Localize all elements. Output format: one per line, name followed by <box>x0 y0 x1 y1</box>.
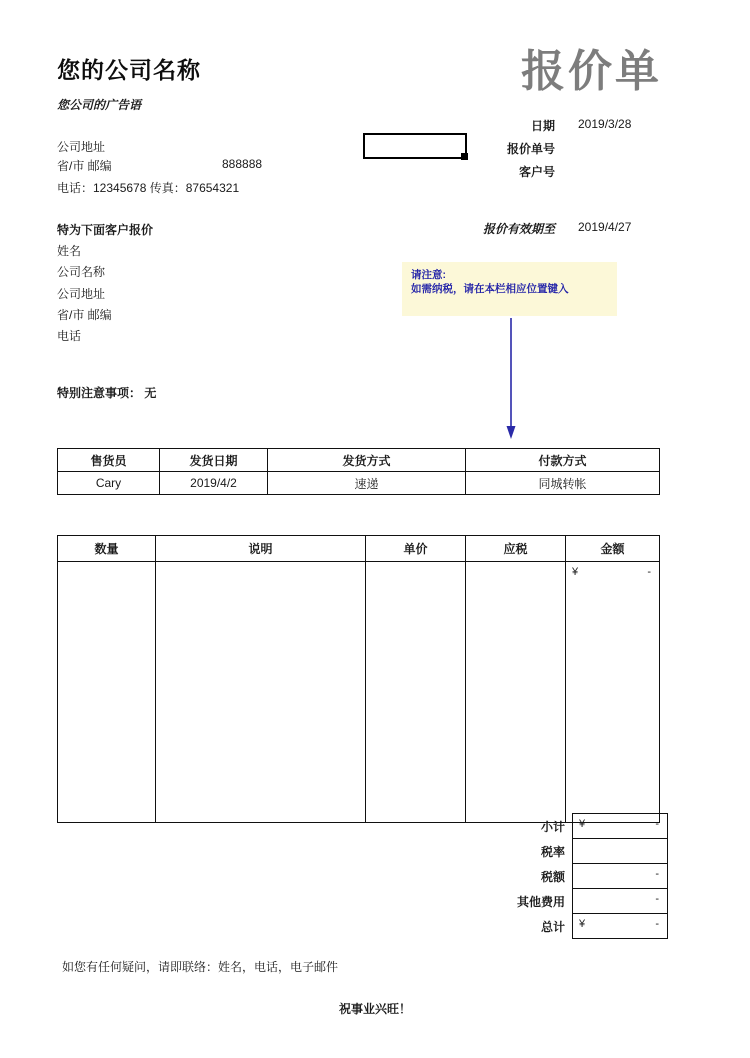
company-phone-fax: 电话：12345678 传真：87654321 <box>57 181 240 195</box>
items-cell-amount[interactable] <box>566 562 660 823</box>
table-row <box>463 839 668 864</box>
total-value-tax-amount[interactable] <box>573 864 668 889</box>
table-row <box>58 562 660 823</box>
table-row <box>58 449 660 472</box>
footer-contact: 如您有任何疑问，请即联络：姓名，电话，电子邮件 <box>62 960 339 974</box>
special-notes: 特别注意事项： 无 <box>57 386 157 400</box>
quote-to-name[interactable]: 姓名 <box>57 244 82 258</box>
total-label-grand-total: 总计 <box>540 919 565 934</box>
date-value[interactable]: 2019/3/28 <box>578 117 632 131</box>
items-cell-description[interactable] <box>156 562 366 823</box>
items-header-description: 说明 <box>156 536 366 562</box>
shipping-header-ship-date: 发货日期 <box>160 449 268 472</box>
shipping-value-ship-method[interactable]: 速递 <box>268 472 466 495</box>
tax-note-title: 请注意: <box>411 269 446 281</box>
company-region-label: 省/市 邮编 <box>57 159 112 173</box>
tax-amount-amount: - <box>655 868 659 880</box>
table-row <box>58 536 660 562</box>
table-row <box>463 814 668 839</box>
total-value-subtotal[interactable] <box>573 814 668 839</box>
total-value-grand-total[interactable] <box>573 914 668 939</box>
totals-table <box>463 813 668 939</box>
items-header-taxable: 应税 <box>466 536 566 562</box>
shipping-header-ship-method: 发货方式 <box>268 449 466 472</box>
items-cell-unit-price[interactable] <box>366 562 466 823</box>
line-items-table <box>57 535 660 823</box>
validity-label: 报价有效期至 <box>482 222 555 236</box>
items-header-amount: 金额 <box>566 536 660 562</box>
note-arrow-icon <box>505 318 517 440</box>
table-row <box>463 864 668 889</box>
document-title: 报价单 <box>521 47 662 96</box>
items-header-unit-price: 单价 <box>366 536 466 562</box>
company-address: 公司地址 <box>57 140 106 154</box>
shipping-value-salesperson[interactable]: Cary <box>58 472 160 495</box>
other-fees-amount: - <box>655 893 659 905</box>
total-label-subtotal: 小计 <box>540 819 565 834</box>
validity-value[interactable]: 2019/4/27 <box>578 220 632 234</box>
shipping-header-payment-method: 付款方式 <box>466 449 660 472</box>
total-label-tax-amount: 税额 <box>540 869 565 884</box>
tax-note-callout <box>402 262 617 316</box>
amount-currency-symbol: ¥ <box>572 566 579 578</box>
subtotal-amount: - <box>655 818 659 830</box>
shipping-value-ship-date[interactable]: 2019/4/2 <box>160 472 268 495</box>
company-slogan: 您公司的广告语 <box>57 98 142 112</box>
total-value-tax-rate[interactable] <box>573 839 668 864</box>
subtotal-currency-symbol: ¥ <box>579 818 586 830</box>
table-row <box>58 472 660 495</box>
shipping-info-table <box>57 448 660 495</box>
items-cell-quantity[interactable] <box>58 562 156 823</box>
items-cell-taxable[interactable] <box>466 562 566 823</box>
table-row <box>463 914 668 939</box>
tax-note-body: 如需纳税，请在本栏相应位置键入 <box>411 283 569 295</box>
company-name: 您的公司名称 <box>57 57 201 83</box>
quote-number-label: 报价单号 <box>506 142 555 156</box>
items-header-quantity: 数量 <box>58 536 156 562</box>
quote-to-region[interactable]: 省/市 邮编 <box>57 308 112 322</box>
date-label: 日期 <box>530 119 555 133</box>
footer-wish: 祝事业兴旺！ <box>338 1002 411 1016</box>
total-label-other-fees: 其他费用 <box>516 894 565 909</box>
quote-to-phone[interactable]: 电话 <box>57 329 82 343</box>
amount-value: - <box>647 566 651 578</box>
table-row <box>463 889 668 914</box>
quote-to-address[interactable]: 公司地址 <box>57 287 106 301</box>
company-postal-code: 888888 <box>222 157 263 171</box>
grand-total-currency-symbol: ¥ <box>579 918 586 930</box>
total-value-other-fees[interactable] <box>573 889 668 914</box>
quote-to-title: 特为下面客户报价 <box>57 223 154 237</box>
quote-to-company[interactable]: 公司名称 <box>57 265 106 279</box>
total-label-tax-rate: 税率 <box>540 844 565 859</box>
shipping-header-salesperson: 售货员 <box>58 449 160 472</box>
customer-number-label: 客户号 <box>518 165 555 179</box>
grand-total-amount: - <box>655 918 659 930</box>
shipping-value-payment-method[interactable]: 同城转帐 <box>466 472 660 495</box>
